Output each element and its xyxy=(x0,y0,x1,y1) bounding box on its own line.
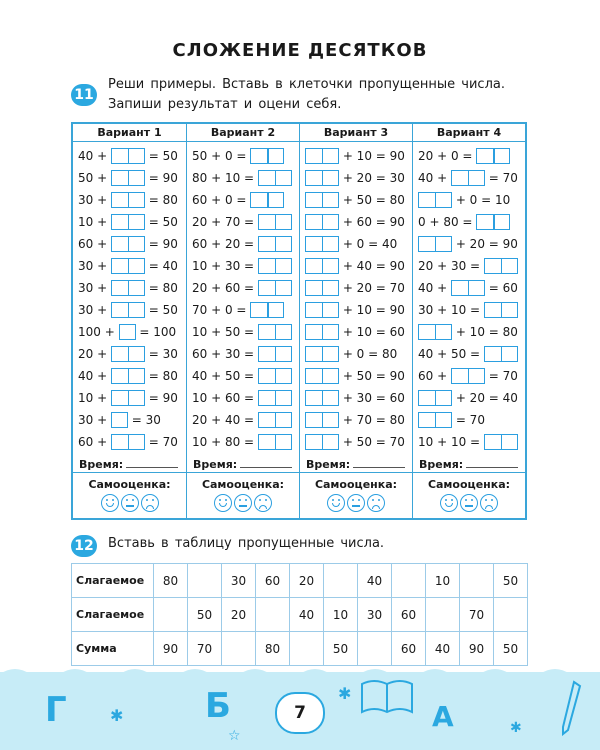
answer-box[interactable] xyxy=(111,368,145,384)
answer-box[interactable] xyxy=(451,170,485,186)
exercise-row xyxy=(413,167,525,189)
answer-box[interactable] xyxy=(111,434,145,450)
variant-column xyxy=(186,124,299,518)
table-cell[interactable] xyxy=(290,632,324,666)
exercise-right: + 50 = 70 xyxy=(339,435,405,449)
answer-box[interactable] xyxy=(258,434,292,450)
table-cell: 50 xyxy=(494,632,528,666)
answer-box[interactable] xyxy=(111,214,145,230)
exercise-row xyxy=(187,211,299,233)
answer-box[interactable] xyxy=(476,214,510,230)
instruction-line: Реши примеры. Вставь в клеточки пропущенные числа. xyxy=(108,77,505,92)
exercise-row xyxy=(73,277,186,299)
sad-face-icon[interactable] xyxy=(367,494,385,512)
exercise-left: 10 + 60 = xyxy=(192,391,258,405)
row-label: Слагаемое xyxy=(72,564,154,598)
exercise-left: 30 + xyxy=(78,413,111,427)
exercise-right: = 90 xyxy=(144,391,178,405)
answer-box[interactable] xyxy=(484,434,518,450)
table-cell: 60 xyxy=(256,564,290,598)
answer-box[interactable] xyxy=(451,280,485,296)
exercise-right: + 70 = 80 xyxy=(339,413,405,427)
answer-box[interactable] xyxy=(305,434,339,450)
table-cell[interactable] xyxy=(256,598,290,632)
exercise-left: 20 + 30 = xyxy=(418,259,484,273)
table-cell: 40 xyxy=(358,564,392,598)
exercise-right: = 70 xyxy=(452,413,485,427)
exercise-row xyxy=(300,167,412,189)
exercise-row xyxy=(187,233,299,255)
exercise-left: 20 + xyxy=(78,347,111,361)
exercise-left: 30 + xyxy=(78,281,111,295)
answer-box[interactable] xyxy=(305,346,339,362)
self-assessment-faces xyxy=(413,494,525,517)
exercise-row xyxy=(300,365,412,387)
answer-box[interactable] xyxy=(418,324,452,340)
neutral-face-icon[interactable] xyxy=(121,494,139,512)
exercise-row xyxy=(300,431,412,453)
exercise-row xyxy=(187,409,299,431)
exercise-right: = 80 xyxy=(144,281,178,295)
star-icon: ☆ xyxy=(228,728,241,744)
exercise-left: 60 + xyxy=(418,369,451,383)
exercise-left: 40 + 50 = xyxy=(192,369,258,383)
exercise-row xyxy=(73,387,186,409)
answer-box[interactable] xyxy=(250,192,284,208)
neutral-face-icon[interactable] xyxy=(347,494,365,512)
happy-face-icon[interactable] xyxy=(440,494,458,512)
table-cell[interactable] xyxy=(494,598,528,632)
sad-face-icon[interactable] xyxy=(254,494,272,512)
answer-box[interactable] xyxy=(258,324,292,340)
happy-face-icon[interactable] xyxy=(101,494,119,512)
exercise-row xyxy=(300,343,412,365)
table-cell: 40 xyxy=(426,632,460,666)
exercise-left: 40 + xyxy=(418,171,451,185)
exercise-row xyxy=(413,233,525,255)
exercise-row xyxy=(187,321,299,343)
exercise-right: = 80 xyxy=(144,193,178,207)
page-number: 7 xyxy=(275,692,325,734)
exercise-left: 20 + 60 = xyxy=(192,281,258,295)
table-cell[interactable] xyxy=(460,564,494,598)
answer-box[interactable] xyxy=(258,170,292,186)
exercise-left: 40 + xyxy=(78,149,111,163)
answer-box[interactable] xyxy=(305,280,339,296)
answer-box[interactable] xyxy=(305,214,339,230)
exercise-row xyxy=(300,255,412,277)
table-cell: 80 xyxy=(154,564,188,598)
answer-box[interactable] xyxy=(418,390,452,406)
variant-header: Вариант 4 xyxy=(413,124,525,142)
exercise-row xyxy=(413,211,525,233)
answer-box[interactable] xyxy=(418,192,452,208)
exercise-left: 80 + 10 = xyxy=(192,171,258,185)
self-assessment-faces xyxy=(300,494,412,517)
answer-box[interactable] xyxy=(258,280,292,296)
exercise-right: + 20 = 90 xyxy=(452,237,518,251)
exercise-row xyxy=(73,167,186,189)
exercise-row xyxy=(413,189,525,211)
exercise-row xyxy=(300,211,412,233)
sad-face-icon[interactable] xyxy=(480,494,498,512)
time-label: Время: xyxy=(419,458,464,471)
answer-box[interactable] xyxy=(258,258,292,274)
task-instruction: Вставь в таблицу пропущенные числа. xyxy=(108,536,385,551)
task-number-badge: 12 xyxy=(71,535,97,557)
table-cell[interactable] xyxy=(426,598,460,632)
answer-box[interactable] xyxy=(111,170,145,186)
exercise-right: + 10 = 60 xyxy=(339,325,405,339)
exercise-row xyxy=(413,255,525,277)
exercise-row xyxy=(413,277,525,299)
pencil-icon xyxy=(560,680,582,736)
exercise-left: 60 + 0 = xyxy=(192,193,251,207)
exercise-left: 60 + 30 = xyxy=(192,347,258,361)
instruction-line: Запиши результат и оцени себя. xyxy=(108,97,342,112)
exercise-right: + 10 = 80 xyxy=(452,325,518,339)
answer-box[interactable] xyxy=(484,258,518,274)
exercise-left: 30 + xyxy=(78,259,111,273)
star-icon: ✱ xyxy=(510,720,522,736)
variant-header: Вариант 1 xyxy=(73,124,186,142)
answer-box[interactable] xyxy=(111,280,145,296)
answer-box[interactable] xyxy=(305,258,339,274)
letter-decoration: А xyxy=(432,700,454,733)
task-number-badge: 11 xyxy=(71,84,97,106)
exercise-row xyxy=(73,211,186,233)
table-cell: 80 xyxy=(256,632,290,666)
exercise-left: 10 + 30 = xyxy=(192,259,258,273)
letter-decoration: Г xyxy=(45,690,67,730)
exercise-row xyxy=(187,277,299,299)
exercise-right: + 10 = 90 xyxy=(339,303,405,317)
table-cell: 50 xyxy=(494,564,528,598)
table-cell: 70 xyxy=(460,598,494,632)
answer-box[interactable] xyxy=(451,368,485,384)
table-cell: 30 xyxy=(358,598,392,632)
time-input-line[interactable] xyxy=(126,467,178,468)
exercise-row xyxy=(300,189,412,211)
exercise-right: + 60 = 90 xyxy=(339,215,405,229)
self-assessment-label: Самооценка: xyxy=(187,472,299,491)
table-cell: 50 xyxy=(188,598,222,632)
table-cell: 90 xyxy=(154,632,188,666)
exercise-right: = 100 xyxy=(135,325,177,339)
variant-header: Вариант 2 xyxy=(187,124,299,142)
table-cell: 40 xyxy=(290,598,324,632)
exercise-row xyxy=(73,365,186,387)
answer-box[interactable] xyxy=(305,390,339,406)
exercise-row xyxy=(413,299,525,321)
exercise-row xyxy=(73,299,186,321)
variant-header: Вариант 3 xyxy=(300,124,412,142)
answer-box[interactable] xyxy=(111,192,145,208)
exercise-row xyxy=(73,409,186,431)
exercise-right: = 50 xyxy=(144,149,178,163)
exercise-row xyxy=(73,189,186,211)
table-cell: 60 xyxy=(392,632,426,666)
exercise-row xyxy=(413,343,525,365)
exercise-left: 60 + xyxy=(78,237,111,251)
exercise-row xyxy=(300,277,412,299)
exercise-left: 100 + xyxy=(78,325,119,339)
exercise-row xyxy=(73,343,186,365)
exercise-left: 60 + xyxy=(78,435,111,449)
table-cell: 10 xyxy=(426,564,460,598)
exercise-row xyxy=(187,365,299,387)
answer-box[interactable] xyxy=(305,368,339,384)
exercise-left: 10 + 10 = xyxy=(418,435,484,449)
variant-column xyxy=(73,124,186,518)
exercise-row xyxy=(413,321,525,343)
table-cell: 60 xyxy=(392,598,426,632)
time-label: Время: xyxy=(79,458,124,471)
exercise-right: = 90 xyxy=(144,237,178,251)
happy-face-icon[interactable] xyxy=(327,494,345,512)
exercise-row xyxy=(187,387,299,409)
table-cell[interactable] xyxy=(392,564,426,598)
table-row xyxy=(72,564,528,598)
exercise-row xyxy=(187,343,299,365)
time-input-line[interactable] xyxy=(353,467,405,468)
exercise-left: 30 + xyxy=(78,303,111,317)
self-assessment-faces xyxy=(73,494,186,517)
exercise-row xyxy=(187,189,299,211)
answer-box[interactable] xyxy=(111,148,145,164)
answer-box[interactable] xyxy=(111,302,145,318)
answer-box[interactable] xyxy=(484,302,518,318)
exercise-right: = 70 xyxy=(484,369,518,383)
exercise-left: 10 + 80 = xyxy=(192,435,258,449)
row-label: Слагаемое xyxy=(72,598,154,632)
exercise-left: 10 + xyxy=(78,215,111,229)
table-row xyxy=(72,598,528,632)
exercise-left: 70 + 0 = xyxy=(192,303,251,317)
exercise-row xyxy=(300,409,412,431)
exercise-row xyxy=(187,255,299,277)
exercise-left: 40 + 50 = xyxy=(418,347,484,361)
time-field xyxy=(413,458,525,471)
answer-box[interactable] xyxy=(111,390,145,406)
exercise-row xyxy=(73,431,186,453)
answer-box[interactable] xyxy=(258,236,292,252)
table-cell: 20 xyxy=(222,598,256,632)
answer-box[interactable] xyxy=(250,302,284,318)
time-input-line[interactable] xyxy=(240,467,292,468)
exercise-left: 20 + 70 = xyxy=(192,215,258,229)
table-cell: 30 xyxy=(222,564,256,598)
exercise-row xyxy=(413,409,525,431)
exercise-right: + 0 = 80 xyxy=(339,347,398,361)
exercise-right: = 90 xyxy=(144,171,178,185)
exercise-right: + 0 = 40 xyxy=(339,237,398,251)
exercise-right: + 0 = 10 xyxy=(452,193,511,207)
exercise-table xyxy=(71,122,527,520)
self-assessment-faces xyxy=(187,494,299,517)
answer-box[interactable] xyxy=(258,368,292,384)
exercise-right: + 10 = 90 xyxy=(339,149,405,163)
table-row xyxy=(72,632,528,666)
exercise-left: 20 + 0 = xyxy=(418,149,477,163)
task-instruction xyxy=(108,75,505,115)
exercise-left: 40 + xyxy=(78,369,111,383)
exercise-row xyxy=(300,387,412,409)
exercise-right: = 80 xyxy=(144,369,178,383)
time-label: Время: xyxy=(193,458,238,471)
answer-box[interactable] xyxy=(305,192,339,208)
answer-box[interactable] xyxy=(305,412,339,428)
exercise-left: 30 + xyxy=(78,193,111,207)
sad-face-icon[interactable] xyxy=(141,494,159,512)
table-cell[interactable] xyxy=(222,632,256,666)
time-field xyxy=(73,458,186,471)
time-input-line[interactable] xyxy=(466,467,518,468)
answer-box[interactable] xyxy=(305,324,339,340)
table-cell: 90 xyxy=(460,632,494,666)
exercise-row xyxy=(187,167,299,189)
table-cell: 50 xyxy=(324,632,358,666)
row-label: Сумма xyxy=(72,632,154,666)
answer-box[interactable] xyxy=(305,236,339,252)
exercise-row xyxy=(413,431,525,453)
exercise-right: + 50 = 90 xyxy=(339,369,405,383)
star-icon: ✱ xyxy=(338,684,352,703)
exercise-row xyxy=(300,145,412,167)
answer-box[interactable] xyxy=(250,148,284,164)
exercise-right: = 50 xyxy=(144,215,178,229)
answer-box[interactable] xyxy=(258,390,292,406)
table-cell[interactable] xyxy=(188,564,222,598)
happy-face-icon[interactable] xyxy=(214,494,232,512)
answer-box[interactable] xyxy=(418,412,452,428)
answer-box[interactable] xyxy=(258,214,292,230)
exercise-row xyxy=(300,299,412,321)
exercise-left: 50 + xyxy=(78,171,111,185)
letter-decoration: Б xyxy=(205,686,231,726)
page-title: СЛОЖЕНИЕ ДЕСЯТКОВ xyxy=(172,40,428,61)
exercise-right: = 50 xyxy=(144,303,178,317)
exercise-row xyxy=(300,321,412,343)
table-cell: 70 xyxy=(188,632,222,666)
time-field xyxy=(300,458,412,471)
exercise-right: + 20 = 70 xyxy=(339,281,405,295)
exercise-row xyxy=(187,299,299,321)
answer-box[interactable] xyxy=(258,346,292,362)
exercise-right: + 50 = 80 xyxy=(339,193,405,207)
table-cell[interactable] xyxy=(358,632,392,666)
sum-table xyxy=(71,563,528,666)
exercise-right: = 30 xyxy=(127,413,161,427)
table-cell: 20 xyxy=(290,564,324,598)
answer-box[interactable] xyxy=(111,346,145,362)
exercise-left: 10 + xyxy=(78,391,111,405)
answer-box[interactable] xyxy=(305,302,339,318)
self-assessment-label: Самооценка: xyxy=(413,472,525,491)
exercise-right: = 60 xyxy=(484,281,518,295)
exercise-left: 10 + 50 = xyxy=(192,325,258,339)
exercise-row xyxy=(413,387,525,409)
answer-box[interactable] xyxy=(258,412,292,428)
answer-box[interactable] xyxy=(111,236,145,252)
variant-column xyxy=(299,124,412,518)
exercise-left: 40 + xyxy=(418,281,451,295)
star-icon: ✱ xyxy=(110,706,124,725)
exercise-row xyxy=(73,233,186,255)
exercise-right: = 40 xyxy=(144,259,178,273)
exercise-right: + 20 = 40 xyxy=(452,391,518,405)
exercise-left: 60 + 20 = xyxy=(192,237,258,251)
table-cell[interactable] xyxy=(324,564,358,598)
exercise-right: + 40 = 90 xyxy=(339,259,405,273)
exercise-left: 50 + 0 = xyxy=(192,149,251,163)
answer-box[interactable] xyxy=(418,236,452,252)
answer-box[interactable] xyxy=(476,148,510,164)
book-icon xyxy=(358,676,416,716)
exercise-right: + 30 = 60 xyxy=(339,391,405,405)
answer-box[interactable] xyxy=(111,258,145,274)
self-assessment-label: Самооценка: xyxy=(300,472,412,491)
exercise-row xyxy=(413,365,525,387)
exercise-left: 20 + 40 = xyxy=(192,413,258,427)
neutral-face-icon[interactable] xyxy=(234,494,252,512)
exercise-right: = 70 xyxy=(144,435,178,449)
answer-box[interactable] xyxy=(484,346,518,362)
neutral-face-icon[interactable] xyxy=(460,494,478,512)
exercise-row xyxy=(73,145,186,167)
time-label: Время: xyxy=(306,458,351,471)
exercise-right: + 20 = 30 xyxy=(339,171,405,185)
answer-box[interactable] xyxy=(305,148,339,164)
exercise-right: = 30 xyxy=(144,347,178,361)
answer-box[interactable] xyxy=(111,412,128,428)
table-cell[interactable] xyxy=(154,598,188,632)
exercise-row xyxy=(187,145,299,167)
exercise-right: = 70 xyxy=(484,171,518,185)
self-assessment-label: Самооценка: xyxy=(73,472,186,491)
answer-box[interactable] xyxy=(119,324,136,340)
exercise-left: 30 + 10 = xyxy=(418,303,484,317)
exercise-left: 0 + 80 = xyxy=(418,215,477,229)
answer-box[interactable] xyxy=(305,170,339,186)
exercise-row xyxy=(300,233,412,255)
exercise-row xyxy=(187,431,299,453)
table-cell: 10 xyxy=(324,598,358,632)
variant-column xyxy=(412,124,525,518)
exercise-row xyxy=(73,321,186,343)
exercise-row xyxy=(73,255,186,277)
exercise-row xyxy=(413,145,525,167)
time-field xyxy=(187,458,299,471)
